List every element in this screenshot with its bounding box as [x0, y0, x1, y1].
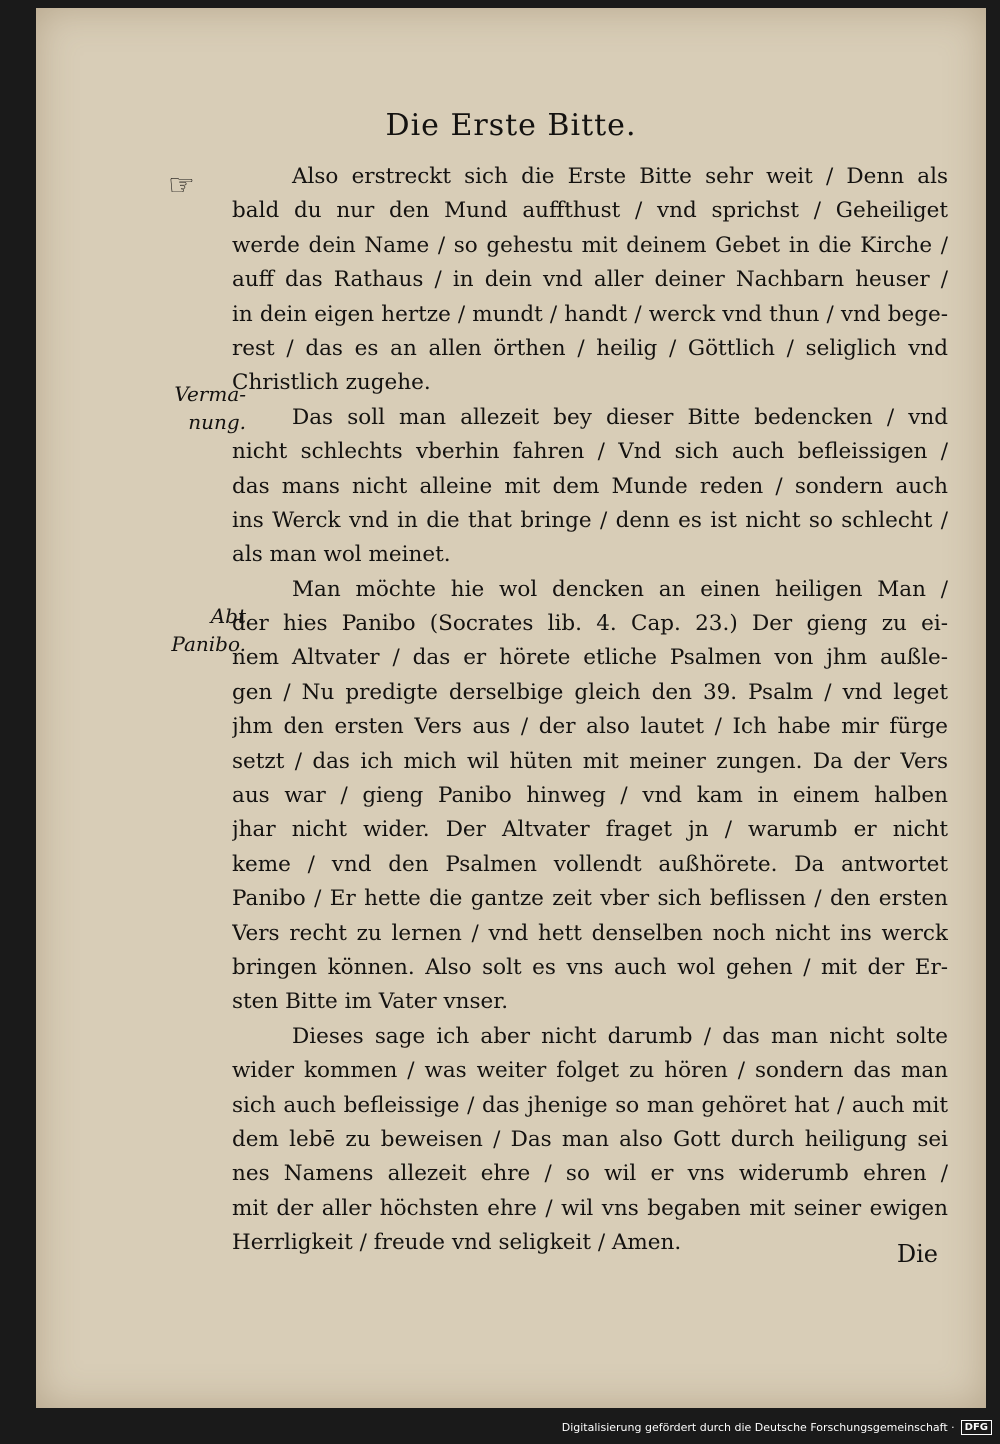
text-line: Das soll man allezeit bey dieser Bitte bedencken / vnd	[292, 404, 948, 430]
text-line: Herrligkeit / freude vnd seligkeit / Amen.	[232, 1230, 682, 1256]
text-line: werde dein Name / so gehestu mit deinem Gebet in die Kirche /	[232, 232, 948, 258]
catchword: Die	[896, 1240, 938, 1268]
text-line: dem lebē zu beweisen / Das man also Gott durch heiligung sei	[232, 1126, 948, 1152]
running-header: Die Erste Bitte.	[385, 108, 637, 143]
text-line: sten Bitte im Vater vnser.	[232, 989, 509, 1015]
text-line: der hies Panibo (Socrates lib. 4. Cap. 23.) Der gieng zu ei-	[232, 611, 948, 637]
text-line: bald du nur den Mund auffthust / vnd sprichst / Geheiliget	[232, 198, 948, 224]
dfg-logo: DFG	[961, 1420, 992, 1435]
text-line: jhm den ersten Vers aus / der also lautet / Ich habe mir fürge	[232, 714, 948, 740]
text-line: das mans nicht alleine mit dem Munde reden / sondern auch	[232, 473, 948, 499]
text-line: auff das Rathaus / in dein vnd aller deiner Nachbarn heuser /	[232, 267, 948, 293]
text-line: Man möchte hie wol dencken an einen heiligen Man /	[292, 576, 948, 602]
text-line: wider kommen / was weiter folget zu hören / sondern das man	[232, 1058, 948, 1084]
text-line: nicht schlechts vberhin fahren / Vnd sich auch befleissigen /	[232, 439, 948, 465]
text-line: nes Namens allezeit ehre / so wil er vns widerumb ehren /	[232, 1161, 948, 1187]
text-line: Also erstreckt sich die Erste Bitte sehr weit / Denn als	[292, 164, 948, 189]
text-line: Panibo / Er hette die gantze zeit vber sich beflissen / den ersten	[232, 886, 948, 912]
funding-footer	[562, 1414, 992, 1440]
text-line: rest / das es an allen örthen / heilig / Göttlich / seliglich vnd	[232, 335, 948, 361]
funding-notice: Digitalisierung gefördert durch die Deutsche Forschungsgemeinschaft ·	[561, 1420, 955, 1434]
text-line: ins Werck vnd in die that bringe / denn es ist nicht so schlecht /	[232, 507, 948, 533]
margin-note-vermanung: Verma- nung.	[174, 382, 246, 434]
text-line: nem Altvater / das er hörete etliche Psalmen von jhm außle-	[232, 645, 948, 671]
book-page	[36, 8, 986, 1408]
text-line: keme / vnd den Psalmen vollendt außhörete. Da antwortet	[232, 851, 948, 877]
margin-note-abt-panibo: Abt Panibo.	[171, 604, 246, 656]
text-line: Vers recht zu lernen / vnd hett denselben noch nicht ins werck	[232, 920, 948, 946]
text-line: in dein eigen hertze / mundt / handt / werck vnd thun / vnd bege-	[232, 301, 948, 327]
text-line: als man wol meinet.	[232, 542, 451, 568]
text-line: aus war / gieng Panibo hinweg / vnd kam in einem halben	[232, 783, 948, 809]
body-text	[232, 160, 948, 1261]
text-line: setzt / das ich mich wil hüten mit meiner zungen. Da der Vers	[232, 748, 948, 774]
text-line: sich auch befleissige / das jhenige so man gehöret hat / auch mit	[232, 1092, 948, 1118]
pointing-hand-icon: ☞	[168, 168, 195, 203]
text-line: mit der aller höchsten ehre / wil vns begaben mit seiner ewigen	[232, 1195, 948, 1221]
text-line: Dieses sage ich aber nicht darumb / das man nicht solte	[292, 1023, 948, 1049]
text-line: Christlich zugehe.	[232, 370, 431, 396]
text-line: gen / Nu predigte derselbige gleich den 39. Psalm / vnd leget	[232, 679, 948, 705]
text-line: bringen können. Also solt es vns auch wol gehen / mit der Er-	[232, 954, 948, 980]
text-line: jhar nicht wider. Der Altvater fraget jn / warumb er nicht	[232, 817, 948, 843]
